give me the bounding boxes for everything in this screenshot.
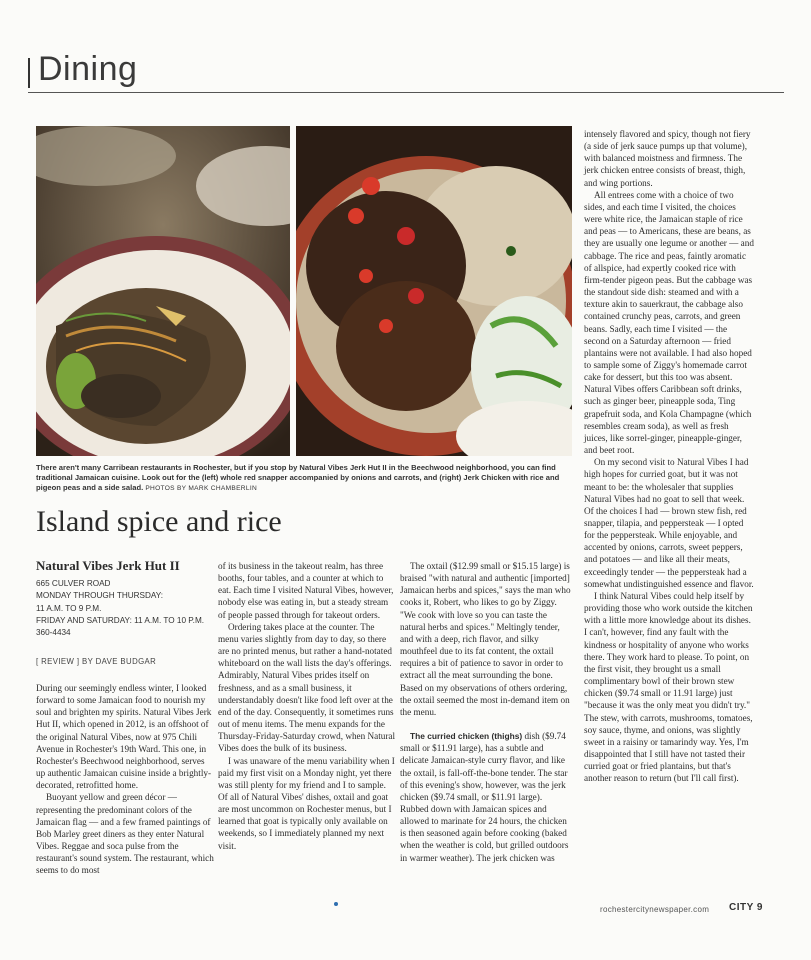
- paragraph: On my second visit to Natural Vibes I had high hopes for curried goat, but it was not meant to be: the wholesaler that supplies Natural Vibes had no goat to sell that week. Of the choices I had — brown stew fish, red snapper, tilapia, and peppersteak — I opted for the peppersteak. While enjoyable, and accented by onions, carrots, sweet peppers, and potatoes — and like all their meats, exceedingly tender — the peppersteak had a somewhat undistinguished essence and flavor.: [584, 457, 754, 589]
- venue-info: [36, 578, 216, 639]
- venue-hours-weekday-label: MONDAY THROUGH THURSDAY:: [36, 591, 164, 601]
- paragraph: Buoyant yellow and green décor — representing the predominant colors of the Jamaican flag — and a few framed paintings of Bob Marley greet diners as they enter Natural Vibes. Reggae and soca pulse from the restaurant's sound system. The restaurant, which seems to do most: [36, 792, 214, 876]
- venue-hours-weekend: FRIDAY AND SATURDAY: 11 A.M. TO 10 P.M.: [36, 615, 205, 625]
- page-marker-dot: [334, 902, 338, 906]
- red-snapper-illustration: [36, 126, 290, 456]
- article-column-1: [36, 682, 214, 877]
- header-rule: [28, 92, 784, 93]
- article-headline: Island spice and rice: [36, 505, 282, 538]
- paragraph: All entrees come with a choice of two sides, and each time I visited, the choices were white rice, the Jamaican staple of rice and peas — to Americans, these are beans, as they are usually one legume or another — and cabbage. The rice and peas, faintly aromatic of allspice, had expertly cooked rice with firm-tender pigeon peas. But the cabbage was the standout side dish: steamed and with a texture akin to sauerkraut, the cabbage also contained crunchy peas, carrots, and green beans. Sadly, each time I visited — the second on a Saturday afternoon — fried plantains were not available. I had also hoped to sample some of Ziggy's homemade carrot cake for dessert, but this too was absent. Natural Vibes offers Caribbean soft drinks, such as ginger beer, pineapple soda, Ting grapefruit soda, and Kola Champagne (which resembles cream soda), as well as fresh juices, like sorrel-ginger, pineapple-ginger, and beet root.: [584, 189, 754, 456]
- venue-name: Natural Vibes Jerk Hut II: [36, 558, 180, 573]
- paragraph: intensely flavored and spicy, though not fiery (a side of jerk sauce pumps up that volume), with balanced moistness and firmness. The jerk chicken entree consists of breast, thigh, and wing portions.: [584, 129, 751, 188]
- jerk-chicken-illustration: [296, 126, 572, 456]
- article-column-3: [400, 560, 572, 864]
- paragraph: I was unaware of the menu variability when I paid my first visit on a Monday night, yet there was still plenty for my friend and I to sample. Of all of Natural Vibes' dishes, oxtail and goat are most uncommon on Rochester menus, but I learned that goat is typically only available on weekends, so I immediately planned my next visit.: [218, 755, 395, 851]
- photo-caption: [36, 463, 572, 494]
- photo-credit: PHOTOS BY MARK CHAMBERLIN: [145, 485, 258, 492]
- photo-red-snapper: [36, 126, 290, 456]
- footer-url: rochestercitynewspaper.com: [600, 905, 710, 914]
- paragraph: [400, 730, 572, 864]
- article-column-4: [584, 128, 754, 784]
- article-column-2: [218, 560, 396, 852]
- section-title: Dining: [38, 50, 138, 88]
- page-number: CITY 9: [729, 902, 763, 913]
- venue-phone: 360-4434: [36, 628, 71, 638]
- byline: [ REVIEW ] BY DAVE BUDGAR: [36, 657, 157, 666]
- caption-text: There aren't many Carribean restaurants in Rochester, but if you stop by Natural Vibes Jerk Hut II in the Beechwood neighborhood, you can find traditional Jamaican cuisine. Look out for the (left) whole red snapper accompanied by onions and carrots, and (right) Jerk Chicken with rice and pigeon peas and a side salad.: [36, 463, 560, 492]
- dish-label: The curried chicken (thighs): [410, 731, 523, 742]
- paragraph: During our seemingly endless winter, I looked forward to some Jamaican food to nourish my soul and brighten my spirits. Natural Vibes Jerk Hut II, which opened in 2012, is an offshoot of the original Natural Vibes, now at 975 Chili Avenue in Rochester's 19th Ward. This one, in Rochester's Beechwood neighborhood, serves up authentic Jamaican cuisine inside a brightly-decorated, retrofitted home.: [36, 683, 212, 791]
- section-bar: [28, 58, 30, 88]
- paragraph: of its business in the takeout realm, has three booths, four tables, and a counter at which to eat. Each time I visited Natural Vibes, however, nobody else was eating in, but a steady stream of people passed through for takeout orders.: [218, 561, 394, 620]
- venue-hours-weekday: 11 A.M. TO 9 P.M.: [36, 603, 102, 613]
- dish-text: dish ($9.74 small or $11.91 large), has a subtle and delicate Jamaican-style curry flavor, and like the oxtail, is fall-off-the-bone tender. The star of this evening's show, however, was the jerk chicken ($9.74 small, or $11.91 large). Rubbed down with Jamaican spices and allowed to marinate for 24 hours, the chicken is then seasoned again before cooking (baked when the weather is cold, but grilled outdoors in warmer weather). The jerk chicken was: [400, 731, 569, 863]
- paragraph: I think Natural Vibes could help itself by providing those who work outside the kitchen with a little more knowledge about its dishes. I can't, however, find any fault with the kindness or hospitality of anyone who works there. They work hard to please. To point, on the first visit, they brought us a small complimentary bowl of their brown stew chicken ($9.74 small or 11.91 large) just "because it was the only meat you didn't try." The stew, with carrots, mushrooms, tomatoes, soy sauce, thyme, and onions, was slightly sweet in a raisiny or tamarindy way. Yes, I'm disappointed that I still have not tasted their curried goat or fried plantains, but that's another reason to return (but I'll call first).: [584, 590, 753, 784]
- paragraph: Ordering takes place at the counter. The menu varies slightly from day to day, so there are no printed menus, but rather a hand-notated whiteboard on the wall lists the day's offerings. Admirably, Natural Vibes prides itself on freshness, and as a small business, it understandably doesn't like food left over at the end of the day. Consequently, it sometimes runs out of menu items. The menu expands for the Thursday-Friday-Saturday crowd, when Natural Vibes does the bulk of its business.: [218, 621, 396, 754]
- venue-address: 665 CULVER ROAD: [36, 579, 111, 588]
- photo-jerk-chicken: [296, 126, 572, 456]
- paragraph: The oxtail ($12.99 small or $15.15 large) is braised "with natural and authentic [imported] Jamaican herbs and spices," says the man who cooks it, Robert, who likes to go by Ziggy. "We cook with love so you can taste the natural herbs and spices." Meltingly tender, and with a deep, rich flavor, and silky mouthfeel due to its fat content, the oxtail requires a bit of patience to savor in order to extract all the meat surrounding the bone. Based on my observations of others ordering, the oxtail seemed the most in-demand item on the menu.: [400, 561, 571, 717]
